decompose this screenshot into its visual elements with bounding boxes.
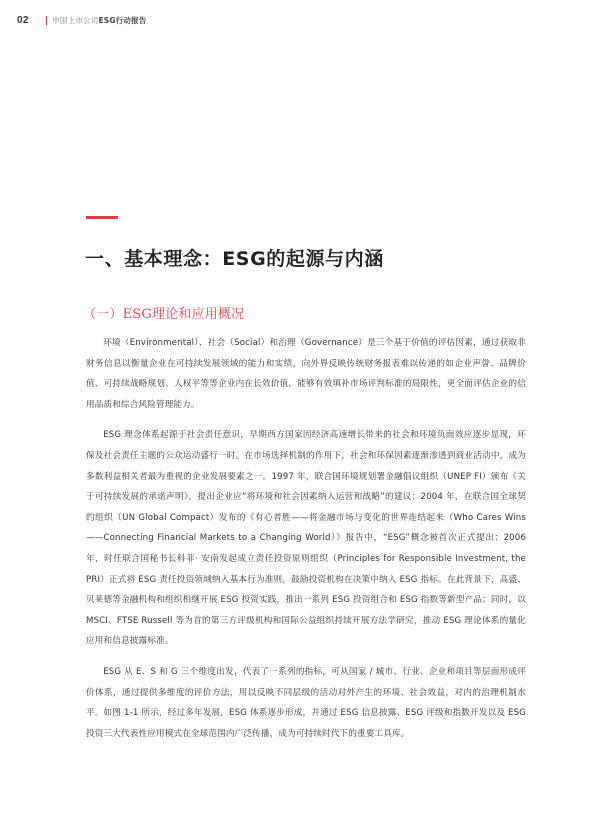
section-title: 一、基本理念：ESG的起源与内涵 xyxy=(85,248,384,270)
report-title xyxy=(52,15,146,26)
section-accent-line xyxy=(86,216,118,219)
body-text xyxy=(86,333,526,754)
subsection-title: （一）ESG理论和应用概况 xyxy=(83,307,245,322)
paragraph-esg-definition: 环境（Environmental）、社会（Social）和治理（Governance）是三个基于价值的评估因素，通过获取非财务信息以衡量企业在可持续发展领域的能力和实绩，向外界反映传统财务报表难以传递的如企业声誉、品牌价值、可持续战略规划、人权平等等企业内在长效价值，能够有效填补市场评判标准的局限性，更全面评估企业的信用品质和综合风险管理能力。 xyxy=(86,338,526,410)
paragraph-esg-origin: ESG 理念体系起源于社会责任意识，早期西方国家因经济高速增长带来的社会和环境负面效应逐步显现，环保及社会责任主题的公众运动盛行一时。在市场选择机制的作用下，社会和环保因素逐渐渗透到商业活动中，成为多数利益相关者最为重视的企业发展要素之一。1997 年，联合国环境规划署金融倡议组织（UNEP FI）颁布《关于可持续发展的承诺声明》，提出企业应“将环境和社会因素纳入运营和战略”的建议；2004 年，在联合国全球契约组织（UN Global Compact）发布的《有心者胜——将金融市场与变化的世界连结起来（Who Cares Wins——Connecting Financial Markets to a Changing World）》报告中，“ESG”概念被首次正式提出；2006 年，时任联合国秘书长科菲· 安南发起成立责任投资原则组织（Principles for Responsible Investment, the PRI）正式将 ESG 责任投资领域纳入基本行为准则，鼓励投资机构在决策中纳入 ESG 指标。在此背景下，高盛、贝莱德等金融机构和组织相继开展 ESG 投资实践，推出一系列 ESG 投资组合和 ESG 指数等新型产品；同时，以 MSCI、FTSE Russell 等为首的第三方评级机构和国际公益组织持续开展方法学研究，推动 ESG 理论体系的量化应用和信息披露标准。 xyxy=(86,430,526,647)
report-title-bold: ESG行动报告 xyxy=(98,15,147,25)
report-title-prefix: 中国上市公司 xyxy=(52,15,99,25)
page-header xyxy=(17,13,147,27)
paragraph-esg-dimensions: ESG 从 E、S 和 G 三个维度出发，代表了一系列的指标，可从国家 / 城市、行业、企业和项目等层面形成评价体系，通过提供多维度的评价方法，用以反映不同层级的活动对外产生的环境、社会效益，对内的治理机制水平。如图 1-1 所示，经过多年发展，ESG 体系逐步形成，并通过 ESG 信息披露、ESG 评级和指数开发以及 ESG 投资三大代表性应用模式在全球范围内广泛传播，成为可持续时代下的重要工具库。 xyxy=(86,666,526,739)
page-number: 02 xyxy=(17,14,29,26)
header-divider xyxy=(46,16,48,25)
